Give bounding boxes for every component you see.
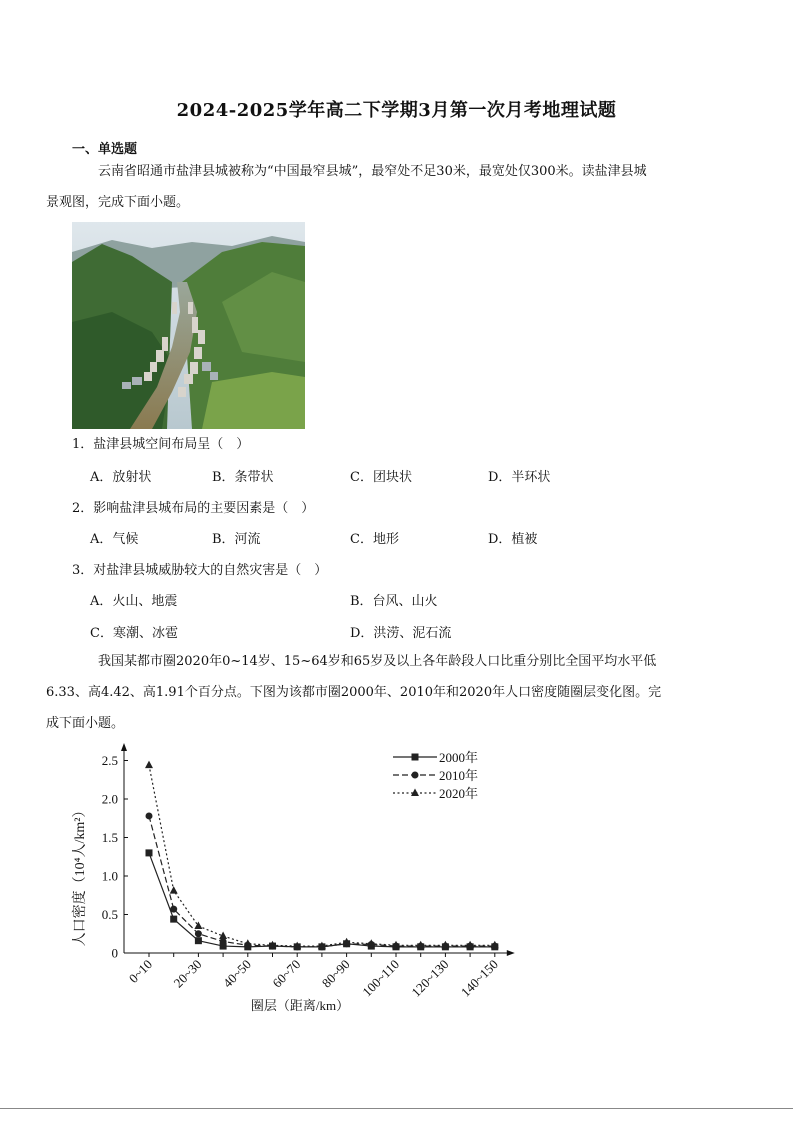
data-point xyxy=(170,886,178,894)
y-tick-label: 0 xyxy=(111,945,118,961)
data-point xyxy=(170,916,177,923)
q3-option-c: C．寒潮、冰雹 xyxy=(90,626,178,641)
population-density-chart xyxy=(60,735,530,1020)
data-point xyxy=(170,906,177,913)
x-tick-label: 20~30 xyxy=(170,956,205,991)
y-tick-label: 1.0 xyxy=(101,868,118,884)
y-axis-arrow-icon xyxy=(121,743,127,751)
y-tick-label: 1.5 xyxy=(101,830,118,845)
legend-marker xyxy=(412,754,419,761)
passage-2-line-2: 6.33、高4.42、高1.91个百分点。下图为该都市圈2000年、2010年和2020年人口密度随圈层变化图。完 xyxy=(46,685,662,700)
x-tick-label: 100~110 xyxy=(359,956,403,1000)
passage-1-line-2: 景观图，完成下面小题。 xyxy=(46,195,190,210)
y-tick-label: 2.5 xyxy=(101,753,118,768)
data-point xyxy=(195,930,202,937)
y-tick-label: 0.5 xyxy=(101,907,118,922)
x-tick-label: 140~150 xyxy=(457,956,501,1000)
x-tick-label: 0~10 xyxy=(125,956,156,986)
landscape-illustration xyxy=(72,222,305,429)
question-3: 3．对盐津县城威胁较大的自然灾害是（ ） xyxy=(72,563,328,578)
legend-label: 2000年 xyxy=(439,750,479,765)
passage-1-line-1: 云南省昭通市盐津县城被称为“中国最窄县城”，最窄处不足30米，最宽处仅300米。读盐津县城 xyxy=(98,164,647,179)
legend-label: 2020年 xyxy=(439,786,479,801)
q1-option-b: B．条带状 xyxy=(212,470,274,485)
exam-title: 2024-2025学年高二下学期3月第一次月考地理试题 xyxy=(176,100,617,121)
q3-option-a: A．火山、地震 xyxy=(90,594,178,609)
q1-option-c: C．团块状 xyxy=(350,470,412,485)
data-point xyxy=(145,761,153,769)
x-axis-ticks xyxy=(126,953,501,1000)
data-point xyxy=(146,812,153,819)
question-2: 2．影响盐津县城布局的主要因素是（ ） xyxy=(72,501,315,516)
legend-label: 2010年 xyxy=(439,768,479,783)
q2-option-d: D．植被 xyxy=(488,532,538,547)
q2-option-b: B．河流 xyxy=(212,532,261,547)
chart-legend xyxy=(393,750,478,801)
yanjin-landscape-photo xyxy=(72,222,305,429)
series-2010年 xyxy=(146,812,499,950)
x-tick-label: 60~70 xyxy=(269,956,304,991)
q2-option-a: A．气候 xyxy=(90,532,139,547)
q1-option-a: A．放射状 xyxy=(90,470,152,485)
q1-option-d: D．半环状 xyxy=(488,470,551,485)
x-tick-label: 40~50 xyxy=(219,956,254,991)
data-point xyxy=(146,849,153,856)
passage-2 xyxy=(46,646,720,739)
legend-marker xyxy=(411,789,419,797)
data-point xyxy=(195,937,202,944)
q3-option-d: D．洪涝、泥石流 xyxy=(350,626,452,641)
section-heading: 一、单选题 xyxy=(72,142,138,157)
x-axis-arrow-icon xyxy=(507,950,515,956)
page-bottom-rule xyxy=(0,1108,793,1109)
x-tick-label: 120~130 xyxy=(408,956,452,1000)
question-1: 1．盐津县城空间布局呈（ ） xyxy=(72,437,250,452)
q3-option-b: B．台风、山火 xyxy=(350,594,438,609)
passage-1 xyxy=(46,156,720,218)
y-tick-label: 2.0 xyxy=(101,791,118,807)
passage-2-line-3: 成下面小题。 xyxy=(46,716,125,731)
y-axis-label: 人口密度（10⁴人/km²） xyxy=(73,803,88,947)
x-tick-label: 80~90 xyxy=(318,956,353,991)
legend-marker xyxy=(412,772,419,779)
x-axis-label: 圈层（距离/km） xyxy=(250,998,350,1013)
passage-2-line-1: 我国某都市圈2020年0~14岁、15~64岁和65岁及以上各年龄段人口比重分别比全国平均水平低 xyxy=(98,654,657,669)
q2-option-c: C．地形 xyxy=(350,532,399,547)
